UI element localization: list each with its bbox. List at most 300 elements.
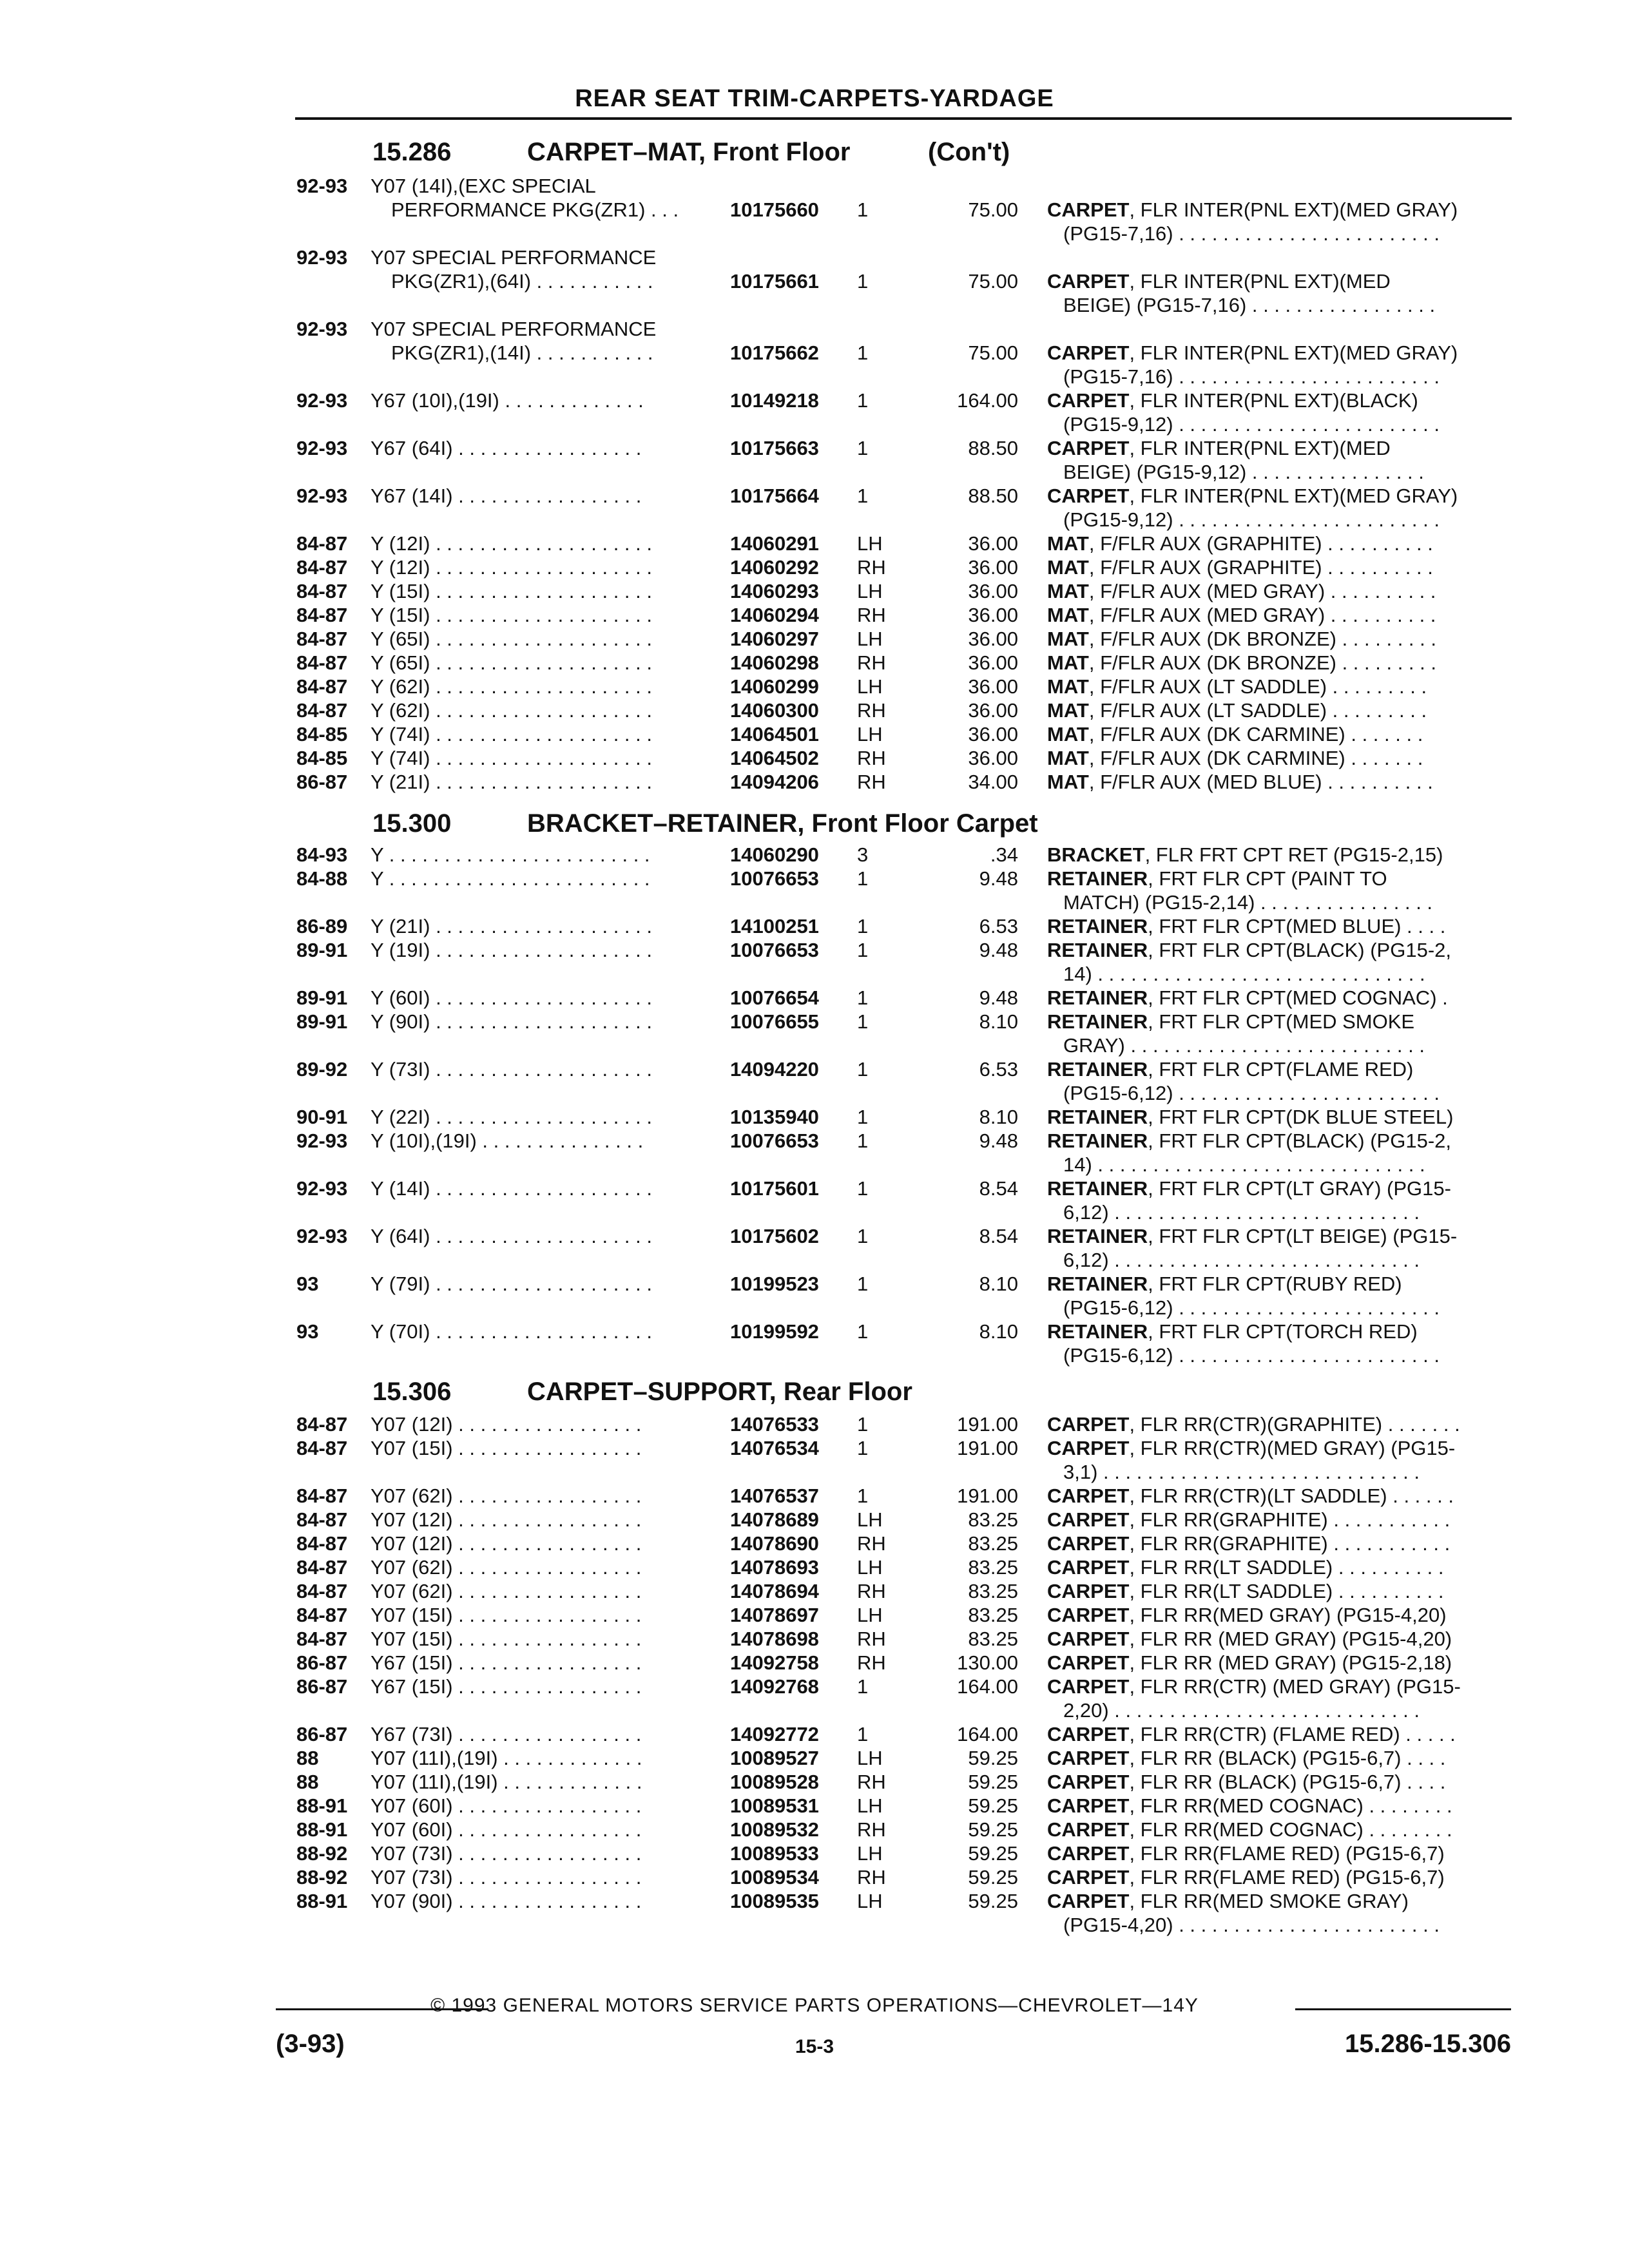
model-code: Y (90I) . . . . . . . . . . . . . . . . . . . .	[371, 1010, 652, 1033]
table-row	[0, 1343, 1629, 1367]
description	[1047, 867, 1518, 890]
description-continued: 6,12) . . . . . . . . . . . . . . . . . . . . . . . . . . . .	[1063, 1249, 1420, 1271]
model-code: Y . . . . . . . . . . . . . . . . . . . . . . . .	[371, 843, 650, 866]
year-range: 92-93	[296, 485, 348, 507]
year-range: 84-87	[296, 1604, 348, 1626]
price: 88.50	[968, 437, 1018, 459]
description	[1047, 341, 1518, 365]
price: 36.00	[968, 580, 1018, 602]
year-range: 84-87	[296, 1580, 348, 1602]
year-range: 88-92	[296, 1866, 348, 1888]
table-row	[0, 986, 1629, 1010]
description	[1047, 698, 1518, 722]
part-number: 14060294	[730, 604, 819, 626]
model-code: Y (62I) . . . . . . . . . . . . . . . . . . . .	[371, 699, 652, 722]
part-number: 14100251	[730, 915, 819, 937]
table-row	[0, 843, 1629, 867]
table-row	[0, 436, 1629, 460]
model-code: Y (15I) . . . . . . . . . . . . . . . . . . . .	[371, 604, 652, 626]
description-keyword: CARPET	[1047, 1794, 1130, 1817]
model-code: Y07 SPECIAL PERFORMANCE	[371, 246, 657, 269]
description-text: , FLR RR (BLACK) (PG15-6,7) . . . .	[1129, 1771, 1446, 1793]
year-range: 88-91	[296, 1794, 348, 1817]
year-range: 90-91	[296, 1106, 348, 1128]
model-code: Y07 (12I) . . . . . . . . . . . . . . . . .	[371, 1508, 642, 1531]
section-number: 15.306	[372, 1378, 452, 1406]
part-number: 10076653	[730, 867, 819, 890]
quantity: LH	[857, 1890, 883, 1912]
description-keyword: CARPET	[1047, 1747, 1130, 1769]
description-keyword: CARPET	[1047, 198, 1130, 221]
quantity: RH	[857, 1651, 886, 1674]
description-keyword: CARPET	[1047, 1508, 1130, 1531]
table-row	[0, 890, 1629, 914]
description-continued: MATCH) (PG15-2,14) . . . . . . . . . . . . . . . .	[1063, 891, 1433, 914]
table-row	[0, 412, 1629, 436]
description-keyword: BRACKET	[1047, 843, 1145, 866]
description-text: , F/FLR AUX (GRAPHITE) . . . . . . . . . .	[1088, 532, 1433, 555]
part-number: 10199523	[730, 1273, 819, 1295]
description	[1047, 770, 1518, 794]
model-code: Y07 (12I) . . . . . . . . . . . . . . . . .	[371, 1413, 642, 1436]
table-row	[0, 914, 1629, 938]
part-number: 10089531	[730, 1794, 819, 1817]
description-keyword: MAT	[1047, 723, 1089, 745]
model-code: Y (12I) . . . . . . . . . . . . . . . . . . . .	[371, 556, 652, 579]
part-number: 10089528	[730, 1771, 819, 1793]
description-keyword: MAT	[1047, 651, 1089, 674]
year-range: 92-93	[296, 246, 348, 269]
description-keyword: RETAINER	[1047, 1010, 1148, 1033]
description	[1047, 1436, 1518, 1460]
year-range: 92-93	[296, 1129, 348, 1152]
year-range: 89-92	[296, 1058, 348, 1081]
table-row	[0, 698, 1629, 722]
year-range: 93	[296, 1320, 319, 1343]
part-number: 10076655	[730, 1010, 819, 1033]
description-continued: (PG15-9,12) . . . . . . . . . . . . . . . . . . . . . . . .	[1063, 508, 1440, 531]
part-number: 10089532	[730, 1818, 819, 1841]
price: 8.54	[979, 1177, 1018, 1200]
part-number: 14064502	[730, 747, 819, 769]
table-row	[0, 365, 1629, 389]
table-row	[0, 1579, 1629, 1603]
table-row	[0, 1224, 1629, 1248]
model-code: Y07 (60I) . . . . . . . . . . . . . . . . .	[371, 1794, 642, 1817]
description	[1047, 269, 1518, 293]
year-range: 84-87	[296, 1485, 348, 1507]
year-range: 84-87	[296, 1437, 348, 1459]
price: 9.48	[979, 867, 1018, 890]
description-text: , F/FLR AUX (LT SADDLE) . . . . . . . . .	[1088, 699, 1427, 722]
year-range: 92-93	[296, 175, 348, 197]
description-keyword: CARPET	[1047, 389, 1130, 412]
part-number: 10175601	[730, 1177, 819, 1200]
description-keyword: MAT	[1047, 580, 1089, 602]
description-text: , FLR RR(CTR)(LT SADDLE) . . . . . .	[1129, 1485, 1454, 1507]
part-number: 14078697	[730, 1604, 819, 1626]
quantity: LH	[857, 1604, 883, 1626]
description-continued: (PG15-9,12) . . . . . . . . . . . . . . . . . . . . . . . .	[1063, 413, 1440, 436]
price: 36.00	[968, 628, 1018, 650]
description	[1047, 1865, 1518, 1889]
quantity: 1	[857, 389, 869, 412]
section-title: CARPET–MAT, Front Floor	[527, 138, 851, 166]
quantity: LH	[857, 628, 883, 650]
description-text: , FLR RR(MED COGNAC) . . . . . . . .	[1129, 1818, 1452, 1841]
quantity: RH	[857, 1771, 886, 1793]
model-code: Y07 (73I) . . . . . . . . . . . . . . . . .	[371, 1866, 642, 1888]
quantity: LH	[857, 1794, 883, 1817]
quantity: RH	[857, 1628, 886, 1650]
model-code: Y67 (64I) . . . . . . . . . . . . . . . . .	[371, 437, 642, 459]
description-text: , FLR RR(CTR)(MED GRAY) (PG15-	[1129, 1437, 1456, 1459]
description	[1047, 1105, 1518, 1129]
description-text: , FLR INTER(PNL EXT)(MED	[1129, 437, 1391, 459]
description-keyword: CARPET	[1047, 437, 1130, 459]
description	[1047, 1579, 1518, 1603]
part-number: 10149218	[730, 389, 819, 412]
part-number: 10175663	[730, 437, 819, 459]
description-keyword: MAT	[1047, 556, 1089, 579]
table-row	[0, 1081, 1629, 1105]
price: 8.54	[979, 1225, 1018, 1247]
table-row	[0, 198, 1629, 222]
description-text: , FLR RR(CTR) (FLAME RED) . . . . .	[1129, 1723, 1456, 1745]
section-number: 15.300	[372, 809, 452, 838]
year-range: 84-87	[296, 1508, 348, 1531]
table-row	[0, 770, 1629, 794]
quantity: 1	[857, 867, 869, 890]
description-text: , F/FLR AUX (LT SADDLE) . . . . . . . . .	[1088, 675, 1427, 698]
description-keyword: CARPET	[1047, 270, 1130, 293]
description-text: , FRT FLR CPT(LT BEIGE) (PG15-	[1148, 1225, 1458, 1247]
quantity: 1	[857, 198, 869, 221]
description-text: , FLR RR(FLAME RED) (PG15-6,7)	[1129, 1842, 1445, 1865]
model-code: Y67 (15I) . . . . . . . . . . . . . . . . .	[371, 1651, 642, 1674]
description-keyword: MAT	[1047, 532, 1089, 555]
quantity: 1	[857, 939, 869, 961]
table-row	[0, 1889, 1629, 1913]
price: 9.48	[979, 1129, 1018, 1152]
quantity: LH	[857, 532, 883, 555]
table-row	[0, 1153, 1629, 1177]
quantity: 1	[857, 1058, 869, 1081]
description	[1047, 1010, 1518, 1033]
price: 36.00	[968, 675, 1018, 698]
part-number: 10089535	[730, 1890, 819, 1912]
description	[1047, 532, 1518, 555]
description-keyword: CARPET	[1047, 1771, 1130, 1793]
quantity: RH	[857, 1532, 886, 1555]
price: 36.00	[968, 651, 1018, 674]
table-row	[0, 1722, 1629, 1746]
price: 88.50	[968, 485, 1018, 507]
description	[1047, 651, 1518, 675]
description	[1047, 938, 1518, 962]
description-text: , FLR INTER(PNL EXT)(MED GRAY)	[1129, 198, 1458, 221]
model-code: Y (60I) . . . . . . . . . . . . . . . . . . . .	[371, 986, 652, 1009]
description-keyword: CARPET	[1047, 1866, 1130, 1888]
description-keyword: CARPET	[1047, 1485, 1130, 1507]
model-code: Y07 (15I) . . . . . . . . . . . . . . . . .	[371, 1628, 642, 1650]
description	[1047, 1889, 1518, 1913]
quantity: RH	[857, 747, 886, 769]
description	[1047, 436, 1518, 460]
quantity: LH	[857, 1556, 883, 1579]
year-range: 86-87	[296, 1651, 348, 1674]
model-code: Y07 (60I) . . . . . . . . . . . . . . . . .	[371, 1818, 642, 1841]
model-code: Y07 (90I) . . . . . . . . . . . . . . . . .	[371, 1890, 642, 1912]
table-row	[0, 484, 1629, 508]
table-row	[0, 1627, 1629, 1651]
description-text: , FRT FLR CPT(RUBY RED)	[1148, 1273, 1402, 1295]
price: 9.48	[979, 939, 1018, 961]
quantity: 1	[857, 1106, 869, 1128]
year-range: 84-87	[296, 1532, 348, 1555]
part-number: 14060293	[730, 580, 819, 602]
description	[1047, 603, 1518, 627]
quantity: 1	[857, 1413, 869, 1436]
description-keyword: CARPET	[1047, 1532, 1130, 1555]
description	[1047, 1484, 1518, 1508]
model-code: Y (64I) . . . . . . . . . . . . . . . . . . . .	[371, 1225, 652, 1247]
model-code: Y (79I) . . . . . . . . . . . . . . . . . . . .	[371, 1273, 652, 1295]
description-text: , F/FLR AUX (MED BLUE) . . . . . . . . . .	[1088, 771, 1433, 793]
part-number: 14094206	[730, 771, 819, 793]
part-number: 14060300	[730, 699, 819, 722]
model-code: Y07 (15I) . . . . . . . . . . . . . . . . .	[371, 1604, 642, 1626]
description	[1047, 1057, 1518, 1081]
quantity: 1	[857, 1320, 869, 1343]
price: 75.00	[968, 270, 1018, 293]
year-range: 84-87	[296, 1413, 348, 1436]
price: 8.10	[979, 1010, 1018, 1033]
description	[1047, 1818, 1518, 1841]
description-keyword: CARPET	[1047, 1628, 1130, 1650]
table-row	[0, 603, 1629, 627]
description-text: , F/FLR AUX (DK CARMINE) . . . . . . .	[1088, 747, 1423, 769]
part-number: 14076533	[730, 1413, 819, 1436]
description	[1047, 843, 1518, 867]
table-row	[0, 1794, 1629, 1818]
description	[1047, 1412, 1518, 1436]
model-code: Y67 (10I),(19I) . . . . . . . . . . . . .	[371, 389, 644, 412]
description-continued: (PG15-4,20) . . . . . . . . . . . . . . . . . . . . . . . .	[1063, 1914, 1440, 1936]
description	[1047, 1722, 1518, 1746]
table-row	[0, 962, 1629, 986]
description-continued: (PG15-7,16) . . . . . . . . . . . . . . . . . . . . . . . .	[1063, 222, 1440, 245]
year-range: 88-92	[296, 1842, 348, 1865]
year-range: 84-87	[296, 1628, 348, 1650]
description-keyword: RETAINER	[1047, 1106, 1148, 1128]
model-code: Y (73I) . . . . . . . . . . . . . . . . . . . .	[371, 1058, 652, 1081]
description-text: , FRT FLR CPT (PAINT TO	[1148, 867, 1387, 890]
model-code: Y (74I) . . . . . . . . . . . . . . . . . . . .	[371, 747, 652, 769]
description-text: , FLR INTER(PNL EXT)(MED GRAY)	[1129, 341, 1458, 364]
model-code: Y67 (73I) . . . . . . . . . . . . . . . . .	[371, 1723, 642, 1745]
description	[1047, 914, 1518, 938]
description-keyword: CARPET	[1047, 1890, 1130, 1912]
description-continued: 14) . . . . . . . . . . . . . . . . . . . . . . . . . . . . . .	[1063, 963, 1425, 985]
price: 164.00	[957, 389, 1018, 412]
price: 36.00	[968, 723, 1018, 745]
quantity: LH	[857, 675, 883, 698]
description-text: , FLR RR(MED SMOKE GRAY)	[1129, 1890, 1409, 1912]
description-text: , FRT FLR CPT(BLACK) (PG15-2,	[1148, 1129, 1451, 1152]
price: 59.25	[968, 1866, 1018, 1888]
part-number: 14060299	[730, 675, 819, 698]
quantity: RH	[857, 1818, 886, 1841]
table-row	[0, 341, 1629, 365]
table-row	[0, 1129, 1629, 1153]
table-row	[0, 1460, 1629, 1484]
description-text: , FLR RR (MED GRAY) (PG15-4,20)	[1129, 1628, 1452, 1650]
footer-copyright: © 1993 GENERAL MOTORS SERVICE PARTS OPERATIONS—CHEVROLET—14Y	[430, 1995, 1199, 2016]
description-continued: 3,1) . . . . . . . . . . . . . . . . . . . . . . . . . . . . .	[1063, 1461, 1420, 1483]
description-continued: (PG15-7,16) . . . . . . . . . . . . . . . . . . . . . . . .	[1063, 365, 1440, 388]
price: 59.25	[968, 1890, 1018, 1912]
section-continued: (Con't)	[928, 138, 1010, 166]
quantity: 1	[857, 1177, 869, 1200]
table-row	[0, 1532, 1629, 1555]
table-row	[0, 1555, 1629, 1579]
year-range: 92-93	[296, 1225, 348, 1247]
description-keyword: MAT	[1047, 747, 1089, 769]
table-row	[0, 1436, 1629, 1460]
description	[1047, 1555, 1518, 1579]
year-range: 92-93	[296, 1177, 348, 1200]
model-code: Y (12I) . . . . . . . . . . . . . . . . . . . .	[371, 532, 652, 555]
description-continued: BEIGE) (PG15-9,12) . . . . . . . . . . . . . . . .	[1063, 461, 1424, 483]
description-text: , FLR RR(LT SADDLE) . . . . . . . . . .	[1129, 1580, 1444, 1602]
year-range: 84-88	[296, 867, 348, 890]
description-keyword: CARPET	[1047, 1818, 1130, 1841]
title-rule	[295, 117, 1512, 120]
part-number: 14078693	[730, 1556, 819, 1579]
table-row	[0, 1412, 1629, 1436]
price: 36.00	[968, 532, 1018, 555]
quantity: 1	[857, 1010, 869, 1033]
price: 9.48	[979, 986, 1018, 1009]
description	[1047, 484, 1518, 508]
price: 75.00	[968, 341, 1018, 364]
year-range: 84-87	[296, 651, 348, 674]
quantity: 1	[857, 1225, 869, 1247]
description-text: , F/FLR AUX (GRAPHITE) . . . . . . . . . .	[1088, 556, 1433, 579]
table-row	[0, 317, 1629, 341]
table-row	[0, 722, 1629, 746]
year-range: 84-93	[296, 843, 348, 866]
year-range: 84-87	[296, 556, 348, 579]
description	[1047, 675, 1518, 698]
model-code: Y07 SPECIAL PERFORMANCE	[371, 318, 657, 340]
description-keyword: CARPET	[1047, 1651, 1130, 1674]
description-keyword: CARPET	[1047, 1580, 1130, 1602]
description-text: , FLR INTER(PNL EXT)(MED	[1129, 270, 1391, 293]
price: 6.53	[979, 915, 1018, 937]
quantity: 1	[857, 1723, 869, 1745]
description	[1047, 986, 1518, 1010]
price: 191.00	[957, 1485, 1018, 1507]
model-code: Y (21I) . . . . . . . . . . . . . . . . . . . .	[371, 771, 652, 793]
year-range: 89-91	[296, 1010, 348, 1033]
price: 8.10	[979, 1106, 1018, 1128]
part-number: 10199592	[730, 1320, 819, 1343]
part-number: 14078689	[730, 1508, 819, 1531]
table-row	[0, 389, 1629, 412]
section-number: 15.286	[372, 138, 452, 166]
model-code: Y (21I) . . . . . . . . . . . . . . . . . . . .	[371, 915, 652, 937]
price: 75.00	[968, 198, 1018, 221]
table-row	[0, 555, 1629, 579]
table-row	[0, 1746, 1629, 1770]
description-text: , FLR INTER(PNL EXT)(MED GRAY)	[1129, 485, 1458, 507]
year-range: 84-87	[296, 604, 348, 626]
price: 83.25	[968, 1604, 1018, 1626]
part-number: 10175661	[730, 270, 819, 293]
description	[1047, 1224, 1518, 1248]
quantity: 1	[857, 341, 869, 364]
description-text: , FRT FLR CPT(FLAME RED)	[1148, 1058, 1414, 1081]
description-keyword: CARPET	[1047, 1437, 1130, 1459]
description-keyword: MAT	[1047, 675, 1089, 698]
description	[1047, 627, 1518, 651]
description-text: , F/FLR AUX (DK BRONZE) . . . . . . . . .	[1088, 628, 1436, 650]
description	[1047, 1794, 1518, 1818]
price: 8.10	[979, 1320, 1018, 1343]
description	[1047, 1272, 1518, 1296]
description-text: , F/FLR AUX (MED GRAY) . . . . . . . . . .	[1088, 604, 1436, 626]
part-number: 10175662	[730, 341, 819, 364]
description	[1047, 389, 1518, 412]
year-range: 92-93	[296, 437, 348, 459]
table-row	[0, 1865, 1629, 1889]
price: 83.25	[968, 1508, 1018, 1531]
description-keyword: CARPET	[1047, 1723, 1130, 1745]
description	[1047, 1675, 1518, 1698]
part-number: 14092768	[730, 1675, 819, 1698]
description-keyword: RETAINER	[1047, 1320, 1148, 1343]
table-row	[0, 293, 1629, 317]
part-number: 10089527	[730, 1747, 819, 1769]
description	[1047, 1603, 1518, 1627]
footer-page-number: 15-3	[795, 2036, 834, 2057]
price: 36.00	[968, 604, 1018, 626]
table-row	[0, 269, 1629, 293]
description-keyword: CARPET	[1047, 341, 1130, 364]
table-row	[0, 1296, 1629, 1320]
description-keyword: CARPET	[1047, 485, 1130, 507]
description-keyword: CARPET	[1047, 1556, 1130, 1579]
description-continued: GRAY) . . . . . . . . . . . . . . . . . . . . . . . . . . .	[1063, 1034, 1425, 1057]
table-row	[0, 675, 1629, 698]
description-continued: (PG15-6,12) . . . . . . . . . . . . . . . . . . . . . . . .	[1063, 1296, 1440, 1319]
part-number: 10175602	[730, 1225, 819, 1247]
description-text: , FLR RR(GRAPHITE) . . . . . . . . . . .	[1129, 1532, 1451, 1555]
part-number: 10135940	[730, 1106, 819, 1128]
footer-section-range: 15.286-15.306	[1344, 2030, 1511, 2058]
model-code: Y (10I),(19I) . . . . . . . . . . . . . . .	[371, 1129, 644, 1152]
description-text: , FLR RR(CTR)(GRAPHITE) . . . . . . .	[1129, 1413, 1460, 1436]
table-row	[0, 1248, 1629, 1272]
quantity: 1	[857, 1273, 869, 1295]
price: 164.00	[957, 1723, 1018, 1745]
year-range: 88	[296, 1771, 319, 1793]
quantity: 1	[857, 1437, 869, 1459]
year-range: 84-87	[296, 628, 348, 650]
price: 36.00	[968, 556, 1018, 579]
